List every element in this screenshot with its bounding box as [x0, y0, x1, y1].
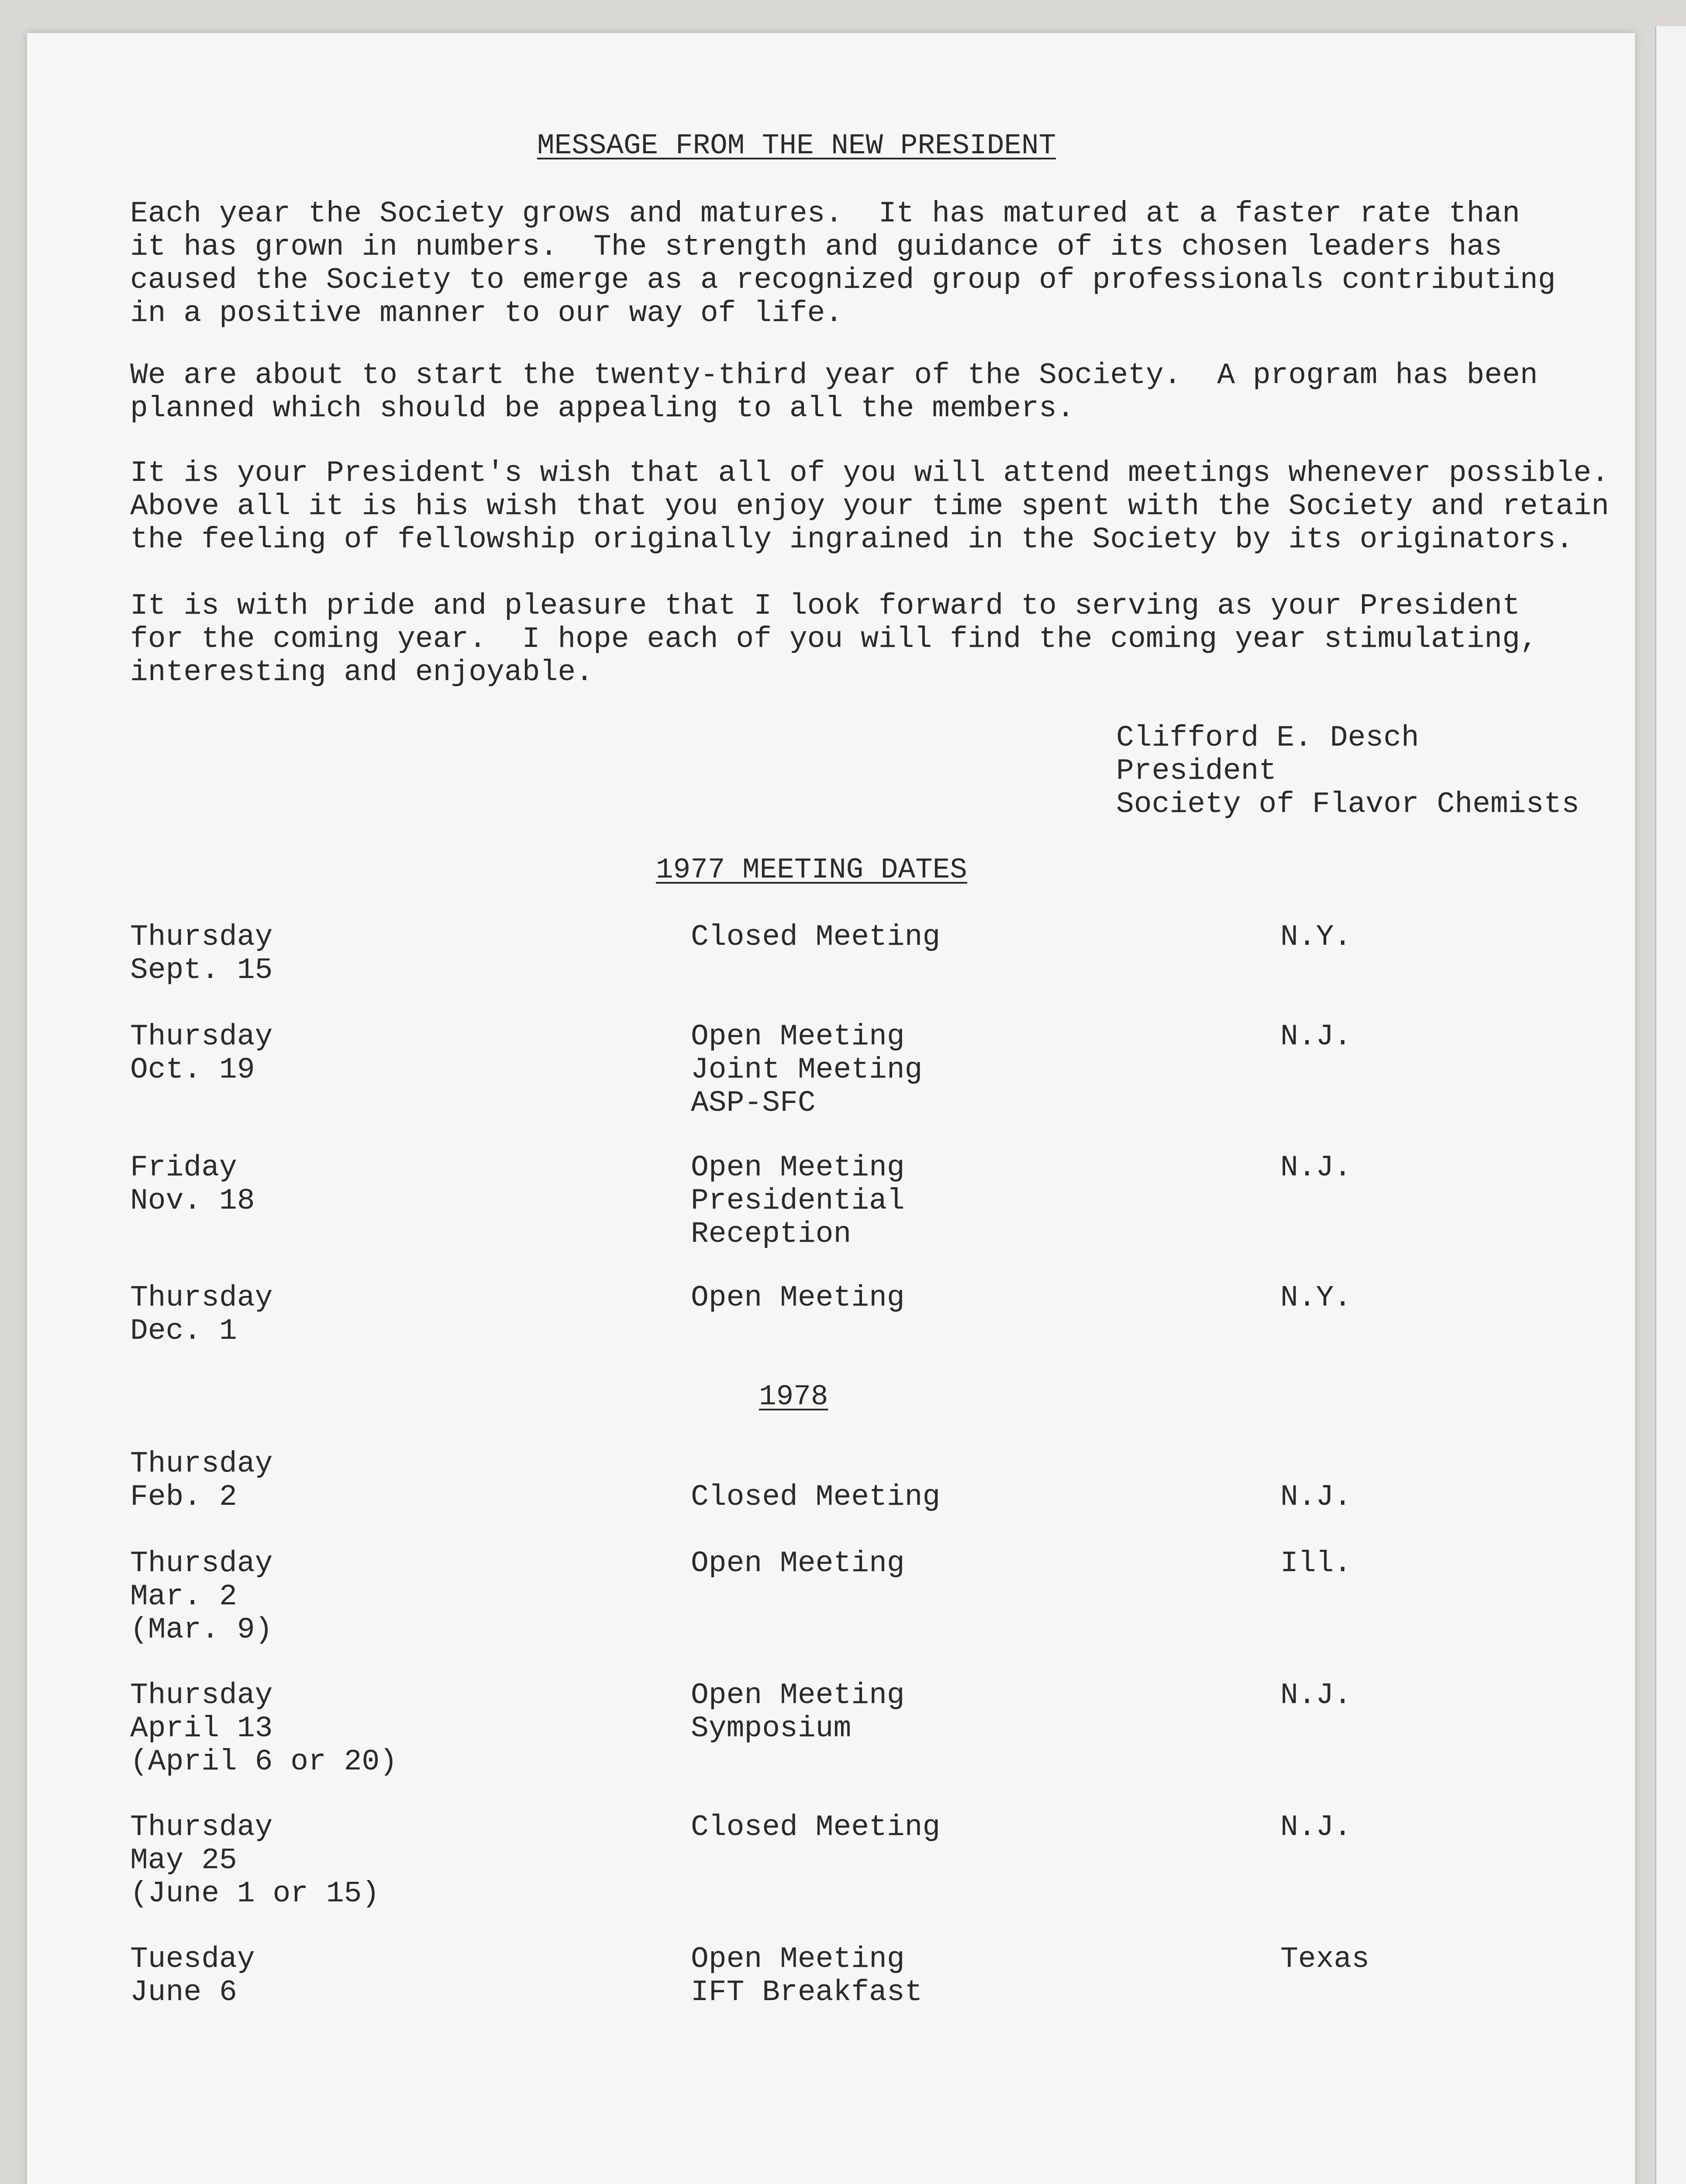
- date-day: Thursday: [130, 1547, 273, 1580]
- date-value: May 25: [130, 1844, 237, 1877]
- event-type: Open Meeting: [691, 1281, 905, 1315]
- date-alternate: (April 6 or 20): [130, 1745, 398, 1779]
- signature-organization: Society of Flavor Chemists: [1116, 788, 1579, 821]
- event-detail: Reception: [691, 1217, 852, 1251]
- paragraph-line: it has grown in numbers. The strength and guidance of its chosen leaders has: [130, 230, 1503, 264]
- meeting-place: Ill.: [1280, 1547, 1352, 1580]
- paragraph-line: It is your President's wish that all of you will attend meetings whenever possible.: [130, 456, 1609, 490]
- date-day: Thursday: [130, 920, 273, 954]
- paragraph-line: for the coming year. I hope each of you will find the coming year stimulating,: [130, 622, 1538, 656]
- meeting-place: N.Y.: [1280, 1281, 1352, 1315]
- table-row-event: [691, 1811, 940, 1844]
- event-type: Open Meeting: [691, 1151, 905, 1185]
- date-day: Thursday: [130, 1020, 273, 1054]
- event-detail: Presidential: [691, 1184, 905, 1218]
- event-type: Open Meeting: [691, 1547, 905, 1580]
- date-day: Tuesday: [130, 1942, 255, 1976]
- date-alternate: (June 1 or 15): [130, 1877, 380, 1911]
- date-value: April 13: [130, 1712, 273, 1745]
- meeting-place: N.Y.: [1280, 920, 1352, 954]
- table-row-event: [691, 1547, 905, 1580]
- paragraph-line: interesting and enjoyable.: [130, 656, 593, 689]
- event-detail: ASP-SFC: [691, 1086, 816, 1120]
- table-row-date: [130, 1811, 379, 1911]
- date-value: Nov. 18: [130, 1184, 255, 1218]
- table-row-event: [691, 1282, 905, 1315]
- event-type: Closed Meeting: [691, 920, 941, 954]
- date-day: Thursday: [130, 1447, 273, 1481]
- signature-name: Clifford E. Desch: [1116, 721, 1419, 755]
- date-day: Thursday: [130, 1811, 273, 1844]
- table-row-date: [130, 1020, 272, 1087]
- meeting-place: N.J.: [1280, 1020, 1352, 1054]
- date-alternate: (Mar. 9): [130, 1613, 273, 1647]
- paragraph-line: Above all it is his wish that you enjoy your time spent with the Society and retain: [130, 490, 1609, 523]
- event-detail: Joint Meeting: [691, 1053, 923, 1087]
- event-type: Open Meeting: [691, 1942, 905, 1976]
- date-value: June 6: [130, 1976, 237, 2009]
- date-value: Sept. 15: [130, 954, 273, 987]
- paragraph-line: It is with pride and pleasure that I look forward to serving as your President: [130, 589, 1520, 623]
- date-value: Dec. 1: [130, 1314, 237, 1348]
- event-type: Open Meeting: [691, 1679, 905, 1712]
- paragraph-line: Each year the Society grows and matures. It has matured at a faster rate than: [130, 197, 1520, 231]
- date-value: Oct. 19: [130, 1053, 255, 1087]
- message-title: MESSAGE FROM THE NEW PRESIDENT: [537, 129, 1056, 162]
- meeting-place: N.J.: [1280, 1679, 1352, 1712]
- meeting-dates-1977-title: 1977 MEETING DATES: [656, 854, 967, 886]
- date-day: Friday: [130, 1151, 237, 1185]
- paragraph-line: the feeling of fellowship originally ingrained in the Society by its originators.: [130, 523, 1574, 556]
- date-value: Feb. 2: [130, 1480, 237, 1514]
- table-row-event: [691, 1151, 905, 1251]
- meeting-place: N.J.: [1280, 1480, 1352, 1514]
- table-row-event: [691, 1679, 905, 1745]
- table-row-event: [691, 921, 940, 954]
- paragraph-line: in a positive manner to our way of life.: [130, 297, 843, 330]
- signature-title: President: [1116, 754, 1277, 788]
- table-row-date: [130, 1547, 272, 1647]
- table-row-date: [130, 1282, 272, 1348]
- table-row-event: [691, 1020, 923, 1120]
- paragraph-line: We are about to start the twenty-third year of the Society. A program has been: [130, 359, 1538, 392]
- event-type: Open Meeting: [691, 1020, 905, 1054]
- adjacent-page-edge: [1655, 26, 1686, 2184]
- event-type: Closed Meeting: [691, 1480, 941, 1514]
- date-day: Thursday: [130, 1679, 273, 1712]
- date-day: Thursday: [130, 1281, 273, 1315]
- meeting-place: Texas: [1280, 1942, 1370, 1976]
- table-row-event: [691, 1943, 923, 2009]
- event-type: Closed Meeting: [691, 1811, 941, 1844]
- paragraph-line: planned which should be appealing to all the members.: [130, 392, 1075, 425]
- table-row-date: [130, 1679, 397, 1779]
- paragraph-line: caused the Society to emerge as a recognized group of professionals contributing: [130, 263, 1556, 297]
- table-row-date: [130, 1448, 272, 1514]
- meeting-place: N.J.: [1280, 1811, 1352, 1844]
- event-detail: IFT Breakfast: [691, 1976, 923, 2009]
- date-value: Mar. 2: [130, 1580, 237, 1614]
- event-detail: Symposium: [691, 1712, 852, 1745]
- meeting-place: N.J.: [1280, 1151, 1352, 1185]
- table-row-date: [130, 1151, 255, 1218]
- table-row-event: [691, 1481, 940, 1514]
- meeting-dates-1978-title: 1978: [759, 1380, 828, 1413]
- table-row-date: [130, 1943, 255, 2009]
- table-row-date: [130, 921, 272, 987]
